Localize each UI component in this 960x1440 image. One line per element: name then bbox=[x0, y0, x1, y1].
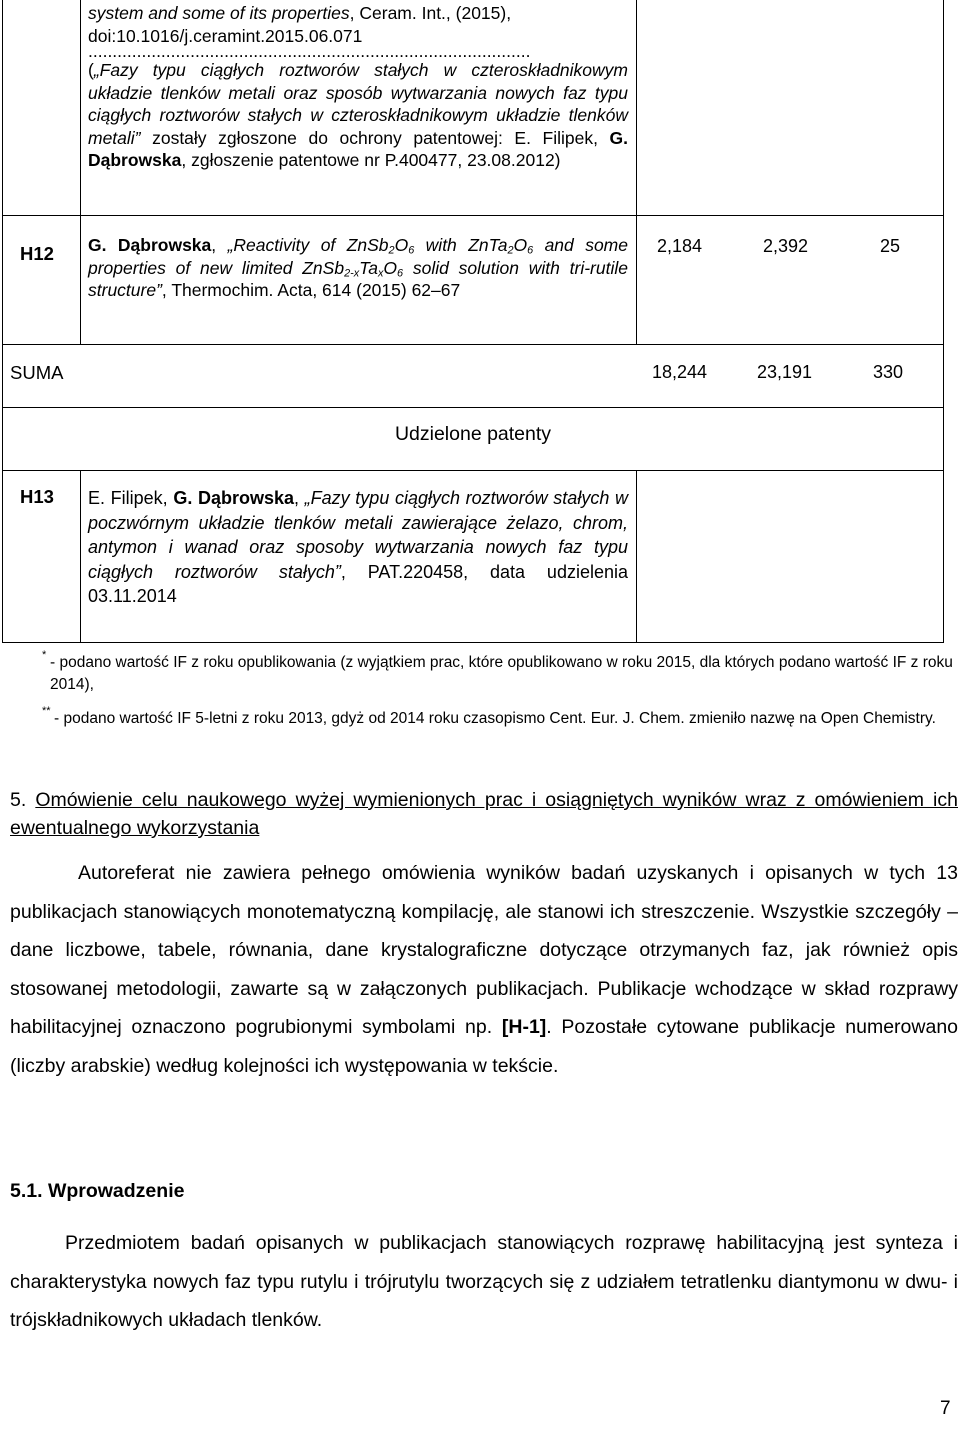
footnote-if: * - podano wartość IF z roku opublikowania (z wyjątkiem prac, które opublikowano w roku 2015, dla których podano wartość IF z roku 2014), bbox=[42, 649, 953, 693]
table-col-divider bbox=[80, 470, 81, 642]
table-border-left bbox=[2, 0, 3, 642]
table-col-divider bbox=[636, 470, 637, 642]
citations: 25 bbox=[880, 236, 901, 256]
patent-application-note: („Fazy typu ciągłych roztworów stałych w czteroskładnikowym układzie tlenków metali oraz sposób wytwarzania nowych faz typu ciągłych roztworów stałych w czteroskładnikowym układzie tlenków metali” zostały zgłoszone do ochrony patentowej: E. Filipek, G. Dąbrowska, zgłoszenie patentowe nr P.400477, 23.08.2012) bbox=[88, 60, 628, 170]
continued-entry: system and some of its properties, Ceram. Int., (2015), doi:10.1016/j.ceramint.2015.06.071 ........................................................................................... („Fazy typu ciągłych roztworów stałych w czteroskładnikowym układzie tlenków metali oraz sposób wytwarzania nowych faz typu ciągłych roztworów stałych w czteroskładnikowym układzie tlenków metali” zostały zgłoszone do ochrony patentowej: E. Filipek, G. Dąbrowska, zgłoszenie patentowe nr P.400477, 23.08.2012) bbox=[88, 3, 628, 170]
dotted-leader: ........................................................................................... bbox=[88, 47, 531, 59]
patent-h13: E. Filipek, G. Dąbrowska, „Fazy typu ciągłych roztworów stałych w poczwórnym układzie tlenków metali zawierające żelazo, chrom, antymon i wanad oraz sposoby wytwarzania nowych faz typu ciągłych roztworów stałych”, PAT.220458, data udzielenia 03.11.2014 bbox=[88, 488, 628, 606]
table-border-right bbox=[943, 0, 944, 642]
section-5-1-paragraph: Przedmiotem badań opisanych w publikacjach stanowiących rozprawę habilitacyjną jest synteza i charakterystyka nowych faz typu rutylu i trójrutylu tworzących się z udziałem tetratlenku diantymonu w dwu- i trójskładnikowych układach tlenków. bbox=[10, 1232, 958, 1331]
impact-factor: 2,184 bbox=[657, 236, 703, 256]
table-row-line bbox=[2, 642, 944, 643]
sum-impact-factor: 18,244 bbox=[652, 362, 708, 382]
sum-citations: 330 bbox=[873, 362, 904, 382]
footnote-if-5y: ** - podano wartość IF 5-letni z roku 2013, gdyż od 2014 roku czasopismo Cent. Eur. J. Chem. zmieniło nazwę na Open Chemistry. bbox=[42, 705, 936, 727]
section-5-1-heading: 5.1. Wprowadzenie bbox=[10, 1180, 185, 1202]
publication-title: „Reactivity of $ZnSb_2O_6$ with $ZnTa_2O_6$ and some properties of new limited $ZnSb_{2-x}Ta_xO_6$ solid solution with tri-rutile structure” bbox=[88, 235, 628, 300]
section-5-paragraph: Autoreferat nie zawiera pełnego omówienia wyników badań uzyskanych i opisanych w tych 13 publikacjach stanowiących monotematyczną kompilację, ale stanowi ich streszczenie. Wszystkie szczegóły – dane liczbowe, tabele, równania, dane krystalograficzne dotyczące otrzymanych faz, jak również opis stosowanej metodologii, zawarte są w załączonych publikacjach. Publikacje wchodzące w skład rozprawy habilitacyjnej oznaczono pogrubionymi symbolami np. [H-1]. Pozostałe cytowane publikacje numerowano (liczby arabskie) według kolejności ich występowania w tekście. bbox=[10, 862, 959, 1077]
sum-impact-factor-5y: 23,191 bbox=[757, 362, 813, 382]
section-5-heading: 5. Omówienie celu naukowego wyżej wymienionych prac i osiągniętych wyników wraz z omówieniem ich ewentualnego wykorzystania bbox=[10, 789, 958, 839]
table-row-line bbox=[2, 470, 944, 471]
row-label-h13: H13 bbox=[20, 486, 54, 507]
sum-label: SUMA bbox=[10, 362, 64, 383]
table-col-divider bbox=[636, 0, 637, 344]
table-row-line bbox=[2, 407, 944, 408]
table-row-line bbox=[2, 344, 944, 345]
row-label-h12: H12 bbox=[20, 243, 54, 264]
table-col-divider bbox=[80, 0, 81, 344]
patents-header: Udzielone patenty bbox=[394, 423, 552, 445]
table-row-line bbox=[2, 215, 944, 216]
publication-h12: G. Dąbrowska, „Reactivity of $ZnSb_2O_6$ with $ZnTa_2O_6$ and some properties of new limited $ZnSb_{2-x}Ta_xO_6$ solid solution with tri-rutile structure”, Thermochim. Acta, 614 (2015) 62–67 bbox=[88, 235, 628, 300]
page-number: 7 bbox=[940, 1398, 951, 1419]
impact-factor-5y: 2,392 bbox=[763, 236, 809, 256]
